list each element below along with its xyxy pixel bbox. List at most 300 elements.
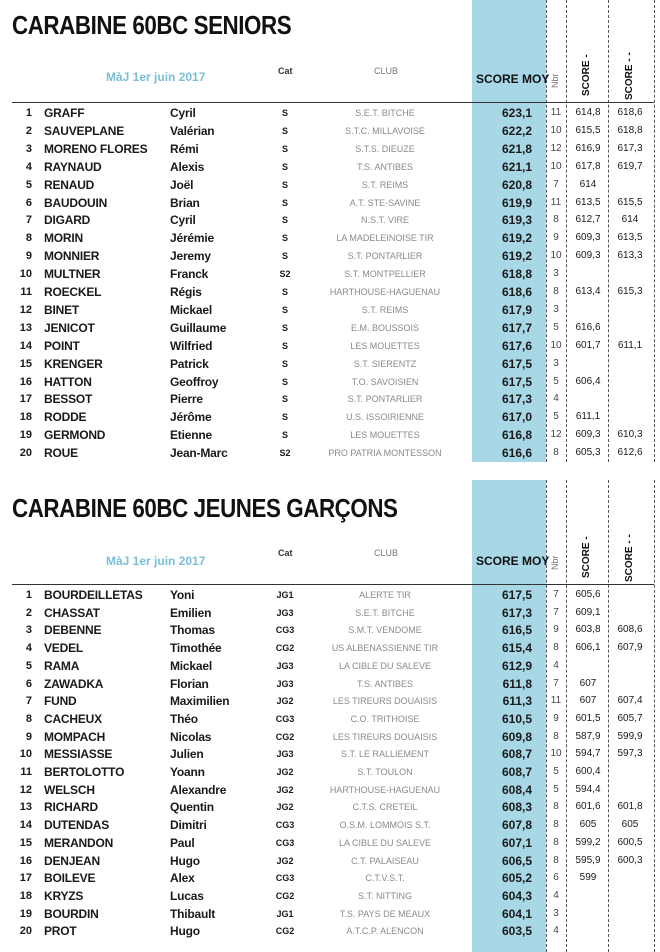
surname-cell: HATTON: [44, 374, 92, 389]
club-cell: T.O. SAVOISIEN: [351, 376, 419, 387]
firstname-cell: Quentin: [170, 800, 214, 815]
club-cell: S.T.S. DIEUZE: [355, 143, 415, 154]
rank-cell: 15: [19, 836, 32, 849]
club-cell: LES TIREURS DOUAISIS: [332, 696, 438, 707]
category-cell: S: [281, 287, 288, 297]
rank-cell: 13: [19, 801, 32, 814]
score-2-cell: 613,3: [617, 250, 643, 262]
surname-cell: ZAWADKA: [44, 676, 104, 691]
surname-cell: RICHARD: [44, 800, 98, 815]
score-moy-cell: 617,6: [501, 338, 532, 353]
score-2-cell: 617,3: [617, 142, 643, 154]
score-moy-cell: 617,3: [501, 605, 532, 620]
score-1-cell: 599: [579, 872, 597, 884]
firstname-cell: Yoni: [170, 588, 195, 602]
rank-cell: 14: [19, 339, 32, 352]
rank-cell: 7: [25, 695, 32, 708]
rank-cell: 19: [19, 907, 32, 920]
score-1-cell: 609,1: [575, 606, 601, 618]
score-1-cell: 606,4: [575, 375, 601, 387]
nbr-cell: 8: [553, 854, 559, 866]
surname-cell: BOILEVE: [44, 871, 96, 886]
nbr-cell: 8: [553, 642, 559, 654]
rank-cell: 7: [25, 214, 32, 227]
club-cell: S.T. MONTPELLIER: [344, 269, 426, 280]
surname-cell: BAUDOUIN: [44, 195, 108, 210]
club-cell: C.T.S. CRETEIL: [352, 802, 418, 813]
score-2-cell: 605: [621, 819, 639, 831]
nbr-cell: 10: [550, 748, 562, 760]
rank-cell: 2: [25, 124, 32, 137]
firstname-cell: Alexis: [170, 159, 205, 174]
surname-cell: BOURDIN: [44, 906, 99, 921]
score-moy-cell: 619,2: [501, 249, 532, 264]
club-cell: C.O. TRITHOISE: [350, 713, 420, 724]
surname-cell: MULTNER: [44, 267, 101, 282]
rank-cell: 16: [19, 375, 32, 388]
nbr-cell: 8: [553, 286, 559, 297]
club-cell: N.S.T. VIRE: [360, 215, 409, 226]
table-row: [0, 816, 660, 834]
score-moy-cell: 618,8: [501, 267, 532, 282]
rank-cell: 3: [25, 142, 32, 155]
score-1-cell: 599,2: [575, 836, 601, 848]
firstname-cell: Mickael: [170, 302, 212, 317]
table-row: [0, 265, 660, 283]
header-cat: Cat: [278, 548, 293, 558]
firstname-cell: Emilien: [170, 605, 212, 620]
surname-cell: DEBENNE: [44, 623, 102, 638]
firstname-cell: Florian: [170, 676, 209, 691]
header-score-moy: SCORE MOY: [476, 554, 550, 568]
score-2-cell: 608,6: [617, 624, 643, 636]
table-row: [0, 763, 660, 781]
surname-cell: BINET: [44, 302, 80, 317]
firstname-cell: Jérôme: [170, 410, 212, 425]
nbr-cell: 8: [553, 214, 559, 226]
club-cell: E.M. BOUSSOIS: [350, 322, 419, 333]
nbr-cell: 7: [553, 589, 559, 600]
nbr-cell: 8: [553, 819, 559, 831]
table-row: [0, 621, 660, 639]
score-1-cell: 601,5: [575, 712, 601, 724]
category-cell: S: [281, 376, 288, 387]
surname-cell: MESSIASSE: [44, 747, 113, 762]
score-1-cell: 613,4: [575, 286, 601, 297]
header-rule: [12, 102, 654, 103]
category-cell: JG2: [276, 767, 294, 777]
score-1-cell: 613,5: [575, 196, 601, 208]
firstname-cell: Joël: [170, 177, 194, 192]
rank-cell: 2: [25, 606, 32, 619]
surname-cell: BERTOLOTTO: [44, 765, 125, 779]
firstname-cell: Hugo: [170, 924, 200, 939]
nbr-cell: 5: [553, 321, 559, 333]
rank-cell: 17: [19, 872, 32, 885]
rank-cell: 4: [25, 160, 32, 173]
header-nbr: Nbr: [550, 73, 560, 88]
score-moy-cell: 620,8: [501, 177, 532, 192]
score-moy-cell: 617,5: [501, 374, 532, 389]
score-moy-cell: 610,5: [501, 711, 532, 726]
surname-cell: POINT: [44, 338, 80, 353]
score-1-cell: 614: [579, 178, 597, 190]
club-cell: S.T. REIMS: [361, 304, 409, 315]
score-2-cell: 607,9: [617, 642, 643, 654]
score-1-cell: 587,9: [575, 730, 601, 742]
firstname-cell: Alexandre: [170, 782, 227, 797]
header-score-1: SCORE -: [581, 536, 592, 578]
rank-cell: 5: [25, 178, 32, 191]
club-cell: C.T.V.S.T.: [365, 873, 405, 884]
firstname-cell: Julien: [170, 747, 204, 762]
score-moy-cell: 621,1: [501, 159, 532, 174]
club-cell: LES MOUETTES: [350, 340, 420, 351]
score-2-cell: 607,4: [617, 695, 643, 707]
table-row: [0, 426, 660, 444]
section-title: CARABINE 60BC SENIORS: [12, 10, 292, 40]
nbr-cell: 3: [553, 907, 559, 919]
table-row: [0, 869, 660, 887]
rank-cell: 16: [19, 854, 32, 867]
nbr-cell: 10: [550, 339, 562, 351]
surname-cell: ROUE: [44, 446, 78, 461]
nbr-cell: 9: [553, 232, 559, 244]
table-row: [0, 887, 660, 905]
score-2-cell: 614: [621, 214, 639, 226]
firstname-cell: Cyril: [170, 213, 196, 228]
score-moy-cell: 617,0: [501, 410, 532, 425]
score-1-cell: 606,1: [575, 642, 601, 654]
club-cell: HARTHOUSE-HAGUENAU: [329, 784, 441, 795]
table-row: [0, 852, 660, 870]
score-moy-cell: 607,8: [501, 818, 532, 833]
nbr-cell: 6: [553, 872, 559, 884]
table-row: [0, 176, 660, 194]
surname-cell: BESSOT: [44, 392, 93, 407]
club-cell: S.T. LE RALLIEMENT: [340, 749, 430, 760]
surname-cell: VEDEL: [44, 641, 84, 656]
surname-cell: RODDE: [44, 410, 87, 425]
score-1-cell: 609,3: [575, 232, 601, 244]
header-nbr: Nbr: [550, 555, 560, 570]
score-2-cell: 597,3: [617, 748, 643, 760]
category-cell: CG2: [275, 890, 295, 901]
firstname-cell: Rémi: [170, 141, 199, 156]
table-row: [0, 728, 660, 746]
table-row: [0, 373, 660, 391]
nbr-cell: 5: [553, 783, 559, 795]
category-cell: S: [281, 394, 288, 405]
rank-cell: 12: [19, 303, 32, 316]
rank-cell: 6: [25, 677, 32, 690]
surname-cell: GRAFF: [44, 106, 85, 120]
club-cell: LES TIREURS DOUAISIS: [332, 731, 438, 742]
table-row: [0, 301, 660, 319]
table-row: [0, 692, 660, 710]
club-cell: T.S. PAYS DE MEAUX: [339, 908, 431, 919]
surname-cell: JENICOT: [44, 320, 95, 335]
club-cell: US ALBENASSIENNE TIR: [331, 643, 439, 654]
rank-cell: 19: [19, 429, 32, 442]
category-cell: S: [281, 108, 288, 118]
surname-cell: RAMA: [44, 658, 80, 673]
header-club: CLUB: [374, 66, 399, 76]
firstname-cell: Brian: [170, 195, 200, 210]
table-row: [0, 355, 660, 373]
score-1-cell: 611,1: [575, 411, 601, 423]
header-score-2: SCORE - -: [624, 52, 635, 100]
firstname-cell: Cyril: [170, 106, 196, 120]
table-row: [0, 798, 660, 816]
category-cell: S: [281, 358, 288, 369]
score-moy-cell: 617,7: [501, 320, 532, 335]
category-cell: S: [281, 340, 288, 351]
club-cell: PRO PATRIA MONTESSON: [328, 448, 442, 459]
club-cell: U.S. ISSOIRIENNE: [345, 412, 425, 423]
score-2-cell: 611,1: [617, 339, 643, 351]
score-moy-cell: 619,9: [501, 195, 532, 210]
category-cell: JG1: [276, 590, 294, 600]
surname-cell: SAUVEPLANE: [44, 123, 125, 138]
score-moy-cell: 617,5: [501, 356, 532, 371]
club-cell: S.E.T. BITCHE: [355, 607, 415, 618]
score-2-cell: 601,8: [617, 801, 643, 813]
firstname-cell: Nicolas: [170, 729, 212, 744]
score-1-cell: 617,8: [575, 160, 601, 172]
table-row: [0, 104, 660, 122]
category-cell: JG3: [276, 660, 294, 671]
score-moy-cell: 615,4: [501, 641, 532, 656]
score-1-cell: 601,6: [575, 801, 601, 813]
table-row: [0, 211, 660, 229]
firstname-cell: Geoffroy: [170, 374, 219, 389]
score-1-cell: 601,7: [575, 339, 601, 351]
nbr-cell: 3: [553, 357, 559, 369]
nbr-cell: 4: [553, 659, 559, 671]
club-cell: S.E.T. BITCHE: [355, 108, 415, 118]
nbr-cell: 12: [550, 142, 562, 154]
club-cell: C.T. PALAISEAU: [351, 855, 419, 866]
score-moy-cell: 617,3: [501, 392, 532, 407]
table-row: [0, 710, 660, 728]
score-2-cell: 600,3: [617, 854, 643, 866]
club-cell: S.T. PONTARLIER: [347, 251, 423, 262]
score-1-cell: 607: [579, 677, 597, 689]
score-1-cell: 605,6: [575, 589, 601, 600]
nbr-cell: 4: [553, 393, 559, 405]
score-1-cell: 614,8: [575, 107, 601, 118]
surname-cell: DENJEAN: [44, 853, 100, 868]
header-score-moy: SCORE MOY: [476, 72, 550, 86]
score-moy-cell: 616,8: [501, 428, 532, 443]
table-row: [0, 283, 660, 301]
firstname-cell: Mickael: [170, 658, 212, 673]
score-2-cell: 599,9: [617, 730, 643, 742]
score-moy-cell: 606,5: [501, 853, 532, 868]
nbr-cell: 9: [553, 624, 559, 636]
nbr-cell: 8: [553, 801, 559, 813]
score-moy-cell: 605,2: [501, 871, 532, 886]
surname-cell: MERANDON: [44, 835, 114, 850]
score-moy-cell: 608,4: [501, 782, 532, 797]
score-1-cell: 605,3: [575, 447, 601, 459]
score-1-cell: 612,7: [575, 214, 601, 226]
table-row: [0, 639, 660, 657]
nbr-cell: 12: [550, 429, 562, 441]
surname-cell: KRENGER: [44, 356, 103, 371]
category-cell: S2: [279, 448, 291, 459]
score-1-cell: 594,7: [575, 748, 601, 760]
nbr-cell: 8: [553, 447, 559, 459]
category-cell: S: [281, 215, 288, 226]
category-cell: S: [281, 125, 288, 136]
section-title: CARABINE 60BC JEUNES GARÇONS: [12, 493, 398, 523]
header-club: CLUB: [374, 548, 399, 558]
score-1-cell: 609,3: [575, 429, 601, 441]
surname-cell: MORENO FLORES: [44, 141, 148, 156]
update-date: MàJ 1er juin 2017: [106, 70, 206, 84]
update-date: MàJ 1er juin 2017: [106, 554, 206, 568]
category-cell: S: [281, 233, 288, 244]
surname-cell: WELSCH: [44, 782, 95, 797]
rank-cell: 15: [19, 357, 32, 370]
nbr-cell: 10: [550, 160, 562, 172]
firstname-cell: Yoann: [170, 765, 205, 779]
nbr-cell: 5: [553, 411, 559, 423]
nbr-cell: 11: [550, 695, 562, 707]
table-row: [0, 158, 660, 176]
rank-cell: 17: [19, 393, 32, 406]
firstname-cell: Wilfried: [170, 338, 213, 353]
table-row: [0, 319, 660, 337]
score-moy-cell: 622,2: [501, 123, 532, 138]
surname-cell: KRYZS: [44, 888, 84, 903]
score-moy-cell: 621,8: [501, 141, 532, 156]
score-2-cell: 613,5: [617, 232, 643, 244]
score-moy-cell: 608,3: [501, 800, 532, 815]
rank-cell: 11: [20, 286, 32, 298]
category-cell: CG3: [275, 625, 295, 636]
firstname-cell: Valérian: [170, 123, 215, 138]
score-moy-cell: 612,9: [501, 658, 532, 673]
table-row: [0, 194, 660, 212]
firstname-cell: Pierre: [170, 392, 203, 407]
rank-cell: 8: [25, 712, 32, 725]
category-cell: CG3: [275, 820, 295, 831]
nbr-cell: 4: [553, 925, 559, 937]
nbr-cell: 8: [553, 730, 559, 742]
score-moy-cell: 608,7: [501, 747, 532, 762]
score-moy-cell: 604,3: [501, 888, 532, 903]
category-cell: CG3: [275, 837, 295, 848]
rank-cell: 20: [19, 925, 32, 938]
score-1-cell: 600,4: [575, 766, 601, 777]
category-cell: JG3: [276, 749, 294, 760]
score-moy-cell: 603,5: [501, 924, 532, 939]
score-1-cell: 603,8: [575, 624, 601, 636]
surname-cell: DIGARD: [44, 213, 91, 228]
firstname-cell: Hugo: [170, 853, 200, 868]
surname-cell: BOURDEILLETAS: [44, 588, 143, 602]
rank-cell: 20: [19, 447, 32, 460]
category-cell: JG2: [276, 855, 294, 866]
nbr-cell: 7: [553, 677, 559, 689]
table-row: [0, 122, 660, 140]
score-1-cell: 607: [579, 695, 597, 707]
category-cell: S: [281, 197, 288, 208]
table-row: [0, 247, 660, 265]
table-row: [0, 781, 660, 799]
firstname-cell: Patrick: [170, 356, 209, 371]
club-cell: ALERTE TIR: [359, 590, 411, 600]
nbr-cell: 7: [553, 606, 559, 618]
table-row: [0, 675, 660, 693]
surname-cell: FUND: [44, 694, 77, 709]
score-moy-cell: 609,8: [501, 729, 532, 744]
table-row: [0, 408, 660, 426]
category-cell: CG2: [275, 731, 295, 742]
score-moy-cell: 611,3: [502, 694, 532, 709]
score-2-cell: 615,3: [617, 286, 643, 297]
score-2-cell: 600,5: [617, 836, 643, 848]
category-cell: S: [281, 322, 288, 333]
category-cell: S: [281, 161, 288, 172]
surname-cell: RAYNAUD: [44, 159, 102, 174]
rank-cell: 14: [19, 819, 32, 832]
nbr-cell: 7: [553, 178, 559, 190]
table-row: [0, 140, 660, 158]
nbr-cell: 5: [553, 766, 559, 777]
rank-cell: 5: [25, 659, 32, 672]
score-moy-cell: 616,6: [501, 446, 532, 461]
score-2-cell: 618,6: [617, 107, 643, 118]
nbr-cell: 9: [553, 712, 559, 724]
nbr-cell: 10: [550, 124, 562, 136]
surname-cell: GERMOND: [44, 428, 106, 443]
category-cell: JG1: [276, 908, 294, 919]
rank-cell: 4: [25, 642, 32, 655]
club-cell: S.T. TOULON: [357, 767, 413, 777]
table-row: [0, 745, 660, 763]
surname-cell: MONNIER: [44, 249, 100, 264]
club-cell: LA CIBLE DU SALEVE: [338, 837, 432, 848]
category-cell: S: [281, 304, 288, 315]
table-row: [0, 604, 660, 622]
firstname-cell: Guillaume: [170, 320, 227, 335]
firstname-cell: Alex: [170, 871, 195, 886]
club-cell: T.S. ANTIBES: [356, 161, 414, 172]
rank-cell: 10: [19, 748, 32, 761]
score-moy-cell: 623,1: [501, 106, 532, 120]
nbr-cell: 5: [553, 375, 559, 387]
category-cell: JG2: [276, 802, 294, 813]
club-cell: S.T. SIERENTZ: [353, 358, 417, 369]
category-cell: CG3: [275, 713, 295, 724]
score-moy-cell: 611,8: [502, 676, 532, 691]
score-moy-cell: 607,1: [501, 835, 532, 850]
firstname-cell: Dimitri: [170, 818, 207, 833]
rank-cell: 18: [19, 889, 32, 902]
header-score-2: SCORE - -: [624, 534, 635, 582]
firstname-cell: Paul: [170, 835, 195, 850]
category-cell: JG2: [276, 696, 294, 707]
nbr-cell: 3: [553, 303, 559, 315]
club-cell: HARTHOUSE-HAGUENAU: [329, 287, 441, 297]
firstname-cell: Thibault: [170, 906, 216, 921]
category-cell: JG3: [276, 678, 294, 689]
rank-cell: 13: [19, 321, 32, 334]
